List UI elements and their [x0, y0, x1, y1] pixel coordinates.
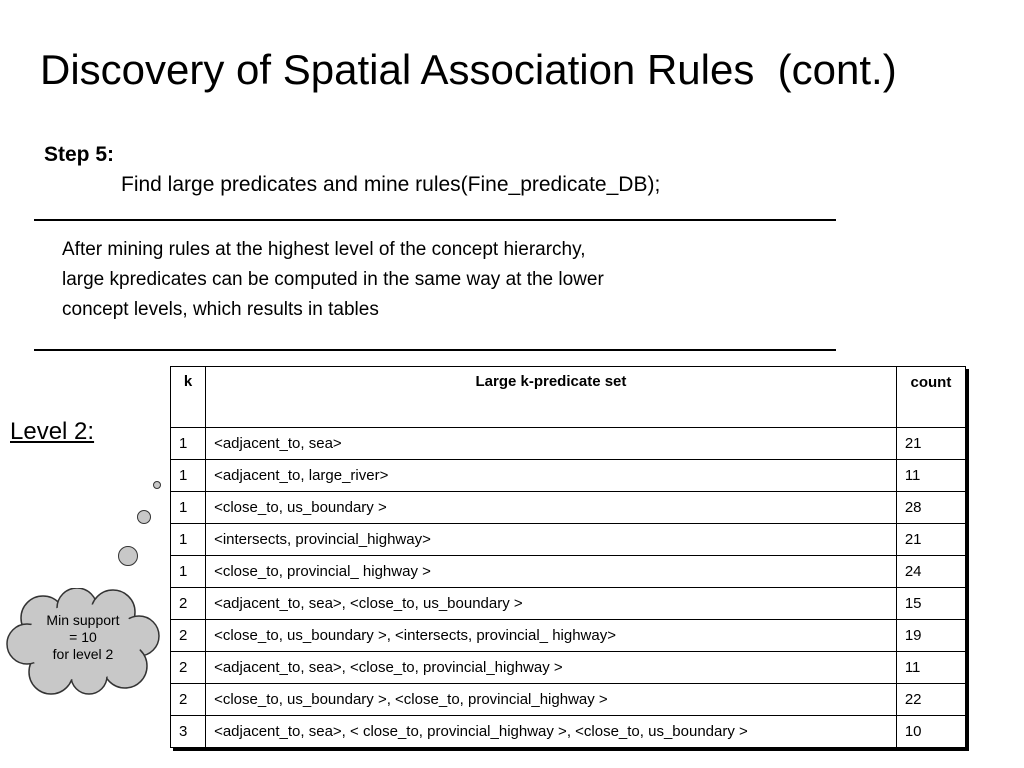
cell-set: <close_to, provincial_ highway > — [206, 556, 897, 588]
cell-count: 11 — [896, 460, 965, 492]
predicate-table — [170, 366, 966, 748]
thought-bubble-large — [118, 546, 138, 566]
cell-set: <intersects, provincial_highway> — [206, 524, 897, 556]
cell-set: <close_to, us_boundary >, <intersects, provincial_ highway> — [206, 620, 897, 652]
header-k: k — [171, 367, 206, 428]
cell-set: <adjacent_to, large_river> — [206, 460, 897, 492]
cell-k: 1 — [171, 460, 206, 492]
cell-count: 21 — [896, 524, 965, 556]
explanation-text — [62, 235, 782, 325]
cell-count: 11 — [896, 652, 965, 684]
cell-k: 1 — [171, 492, 206, 524]
table-row — [171, 652, 966, 684]
cell-count: 15 — [896, 588, 965, 620]
table-row — [171, 716, 966, 748]
thought-bubble-small — [153, 481, 161, 489]
cell-k: 3 — [171, 716, 206, 748]
explanation-line: large kpredicates can be computed in the same way at the lower — [62, 269, 604, 290]
cell-set: <close_to, us_boundary >, <close_to, provincial_highway > — [206, 684, 897, 716]
divider-top — [34, 219, 836, 221]
cell-k: 2 — [171, 652, 206, 684]
min-support-callout — [5, 588, 165, 696]
cell-k: 2 — [171, 588, 206, 620]
cell-k: 1 — [171, 524, 206, 556]
step-description: Find large predicates and mine rules(Fine_predicate_DB); — [121, 173, 661, 196]
slide-title: Discovery of Spatial Association Rules (cont.) — [40, 46, 897, 93]
cell-set: <adjacent_to, sea>, < close_to, provincial_highway >, <close_to, us_boundary > — [206, 716, 897, 748]
cell-count: 28 — [896, 492, 965, 524]
cell-count: 24 — [896, 556, 965, 588]
table-header-row — [171, 367, 966, 428]
cell-set: <adjacent_to, sea> — [206, 428, 897, 460]
cell-count: 22 — [896, 684, 965, 716]
table-row — [171, 524, 966, 556]
table-row — [171, 620, 966, 652]
explanation-line: concept levels, which results in tables — [62, 299, 379, 320]
explanation-line: After mining rules at the highest level of the concept hierarchy, — [62, 239, 586, 260]
cell-count: 19 — [896, 620, 965, 652]
cell-k: 1 — [171, 556, 206, 588]
callout-line: = 10 — [69, 629, 97, 645]
table-row — [171, 684, 966, 716]
table-row — [171, 588, 966, 620]
header-count: count — [896, 367, 965, 428]
cell-set: <adjacent_to, sea>, <close_to, provincial_highway > — [206, 652, 897, 684]
cell-set: <close_to, us_boundary > — [206, 492, 897, 524]
cell-set: <adjacent_to, sea>, <close_to, us_boundary > — [206, 588, 897, 620]
level-label: Level 2: — [10, 418, 95, 445]
table-row — [171, 492, 966, 524]
cell-k: 1 — [171, 428, 206, 460]
step-label: Step 5: — [44, 143, 115, 166]
cell-k: 2 — [171, 620, 206, 652]
table-row — [171, 460, 966, 492]
header-set: Large k-predicate set — [206, 367, 897, 428]
cell-count: 10 — [896, 716, 965, 748]
cell-k: 2 — [171, 684, 206, 716]
cell-count: 21 — [896, 428, 965, 460]
thought-bubble-medium — [137, 510, 151, 524]
callout-text — [27, 612, 139, 663]
callout-line: Min support — [46, 612, 120, 628]
table-row — [171, 556, 966, 588]
divider-bottom — [34, 349, 836, 351]
table-row — [171, 428, 966, 460]
callout-line: for level 2 — [52, 646, 114, 662]
